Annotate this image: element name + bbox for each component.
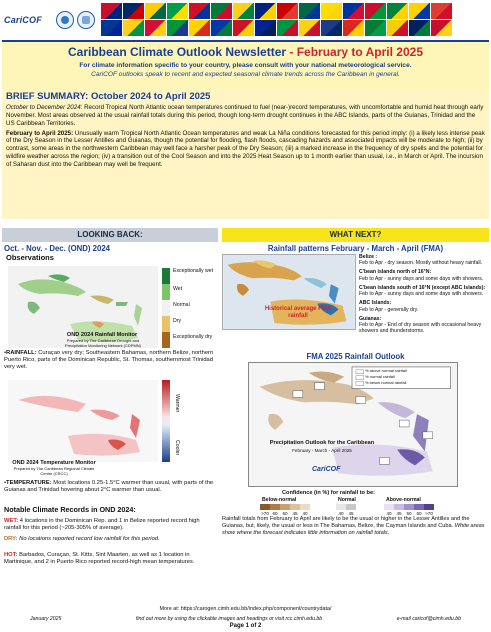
country-flag[interactable] <box>211 20 232 36</box>
record-hot <box>4 552 216 566</box>
conf-swatch <box>384 504 394 510</box>
conf-swatch <box>346 504 356 510</box>
conf-val: 40 <box>386 511 392 516</box>
wmo-logo-icon[interactable] <box>77 11 95 29</box>
region-name: C'bean islands north of 16°N: <box>359 269 432 276</box>
region-name: Belize : <box>359 254 378 260</box>
looking-back-section <box>2 244 218 614</box>
conf-col-below: Below-normal <box>262 497 297 503</box>
conf-val: 40 <box>302 511 308 516</box>
region-name: ABC Islands: <box>359 300 392 307</box>
country-flag[interactable] <box>277 20 298 36</box>
legend-normal: Normal <box>173 302 190 308</box>
rainfall-lead: RAINFALL: <box>6 350 37 356</box>
brief-fma-paragraph <box>6 130 485 169</box>
rainfall-patterns-title[interactable]: Rainfall patterns February - March - April (FMA) <box>267 244 444 253</box>
conf-col-normal: Normal <box>338 497 356 503</box>
country-flag[interactable] <box>233 3 254 19</box>
precip-outlook-period: February - March - April 2025 <box>292 448 352 453</box>
country-flag[interactable] <box>123 20 144 36</box>
country-flag[interactable] <box>211 3 232 19</box>
country-flag[interactable] <box>321 20 342 36</box>
conf-swatch <box>260 504 270 510</box>
conf-col-above: Above-normal <box>386 497 421 503</box>
country-flag[interactable] <box>343 20 364 36</box>
conf-val: 45 <box>292 511 298 516</box>
region-entry <box>359 285 489 297</box>
conf-swatch <box>414 504 424 510</box>
country-flag[interactable] <box>431 20 452 36</box>
country-flag[interactable] <box>189 20 210 36</box>
region-name: Guianas: <box>359 315 382 322</box>
temperature-observation-note: •TEMPERATURE: Most locations 0.25-1.5°C warmer than usual, with parts of the Guianas and Trinidad hovering about 2°C warmer than usual. <box>4 480 214 494</box>
brief-ond-text: Record Tropical North Atlantic ocean temperatures continued to fuel (near-)record temperatures, with uncomfortable and humid heat through early November. Most areas observed at the usual rainfall totals during this period, though long-term drought continues in the ABC Islands, parts of the Guianas, Trinidad and the US Caribbean Territories. <box>6 104 484 127</box>
rainfall-observation-note: •RAINFALL: Curaçao very dry; Southeastern Bahamas, northern Belize, northern Puerto Rico, parts of the Dominican Republic, St. Thomas, southernmost Trinidad very wet. <box>4 350 214 371</box>
region-entry <box>359 316 489 335</box>
fma-2025-outlook <box>222 352 489 514</box>
wet-lead: WET: <box>4 518 19 524</box>
map-legend-normal: % normal rainfall <box>365 374 395 379</box>
title-period: - February to April 2025 <box>286 45 423 59</box>
header <box>0 0 491 40</box>
record-dry <box>4 536 216 543</box>
map-legend-below: % below normal rainfall <box>365 380 407 385</box>
rainfall-monitor-credit: Prepared by The Caribbean Drought and Precipitation Monitoring Network (CDPMN) <box>64 338 142 348</box>
country-flag[interactable] <box>321 3 342 19</box>
dry-text: No locations reported record low rainfall for this period. <box>17 536 160 542</box>
dry-lead: DRY: <box>4 536 18 542</box>
country-flag[interactable] <box>343 3 364 19</box>
confidence-heading: Confidence (in %) for rainfall to be: <box>282 490 375 496</box>
ond-title[interactable]: Oct. - Nov. - Dec. (OND) 2024 <box>4 244 111 253</box>
conf-val: >70 <box>261 511 269 516</box>
country-flag[interactable] <box>101 20 122 36</box>
record-wet <box>4 518 216 532</box>
historical-average-label: Historical average FMA rainfall <box>264 306 332 320</box>
conf-swatch <box>290 504 300 510</box>
temperature-text: Most locations 0.25-1.5°C warmer than usual, with parts of the Guianas and Trinidad hovering about 2°C warmer than usual. <box>4 480 214 494</box>
conf-val: 45 <box>348 511 354 516</box>
conf-swatch <box>394 504 404 510</box>
newsletter-title <box>2 45 489 59</box>
legend-exceptionally-wet: Exceptionally wet <box>173 268 214 274</box>
country-flag[interactable] <box>365 20 386 36</box>
legend-warmer: Warmer <box>174 394 180 413</box>
country-flag[interactable] <box>123 3 144 19</box>
title-main: Caribbean Climate Outlook Newsletter <box>68 45 287 59</box>
wet-text: 4 locations in the Dominican Rep. and 1 in Belize reported record high rainfall for this period (~205-305% of average). <box>4 518 200 532</box>
country-flag[interactable] <box>387 3 408 19</box>
legend-wet: Wet <box>173 286 183 292</box>
country-flag[interactable] <box>255 3 276 19</box>
region-text: Feb to Apr - generally dry. <box>359 306 419 313</box>
conf-swatch <box>280 504 290 510</box>
region-entry <box>359 269 489 281</box>
region-name: C'bean islands south of 16°N (except ABC Islands): <box>359 284 486 291</box>
conf-val: 50 <box>282 511 288 516</box>
country-flag[interactable] <box>233 20 254 36</box>
page-number: Page 1 of 2 <box>229 623 262 629</box>
looking-back-heading: LOOKING BACK: <box>2 228 218 242</box>
brief-heading: BRIEF SUMMARY: October 2024 to April 2025 <box>6 91 211 102</box>
what-next-heading: WHAT NEXT? <box>222 228 489 242</box>
country-flag[interactable] <box>255 20 276 36</box>
region-text: Feb to Apr - sunny days and some days with showers. <box>359 291 484 298</box>
map-legend <box>365 368 455 386</box>
noaa-logo-icon[interactable] <box>56 11 74 29</box>
country-flag[interactable] <box>167 20 188 36</box>
map-legend-above: % above normal rainfall <box>365 368 407 373</box>
temperature-legend-bar <box>162 380 170 462</box>
country-flag[interactable] <box>145 3 166 19</box>
hot-text: Barbados, Curaçao, St. Kitts, Sint Maarten, as well as 1 location in Martinique, and 2 in Puerto Rico reported record-high mean temperatures. <box>4 552 195 566</box>
temperature-monitor-credit: Prepared by The Caribbean Regional Climate Centre (CRCC) <box>13 466 95 476</box>
legend-cooler: Cooler <box>174 440 180 456</box>
brief-summary <box>2 89 489 219</box>
fma-2025-title[interactable]: FMA 2025 Rainfall Outlook <box>306 352 405 361</box>
country-flag[interactable] <box>365 3 386 19</box>
conf-val: >70 <box>425 511 433 516</box>
region-entry <box>359 300 489 312</box>
legend-dry: Dry <box>173 318 182 324</box>
conf-swatch <box>336 504 346 510</box>
more-info-link[interactable]: More at: https://carogen.cimh.edu.bb/index.php/component/countrydata/ <box>159 606 332 612</box>
conf-val: 60 <box>272 511 278 516</box>
region-text: Feb to Apr - dry season. Mostly without heavy rainfall. <box>359 260 483 267</box>
conf-swatch <box>424 504 434 510</box>
logo-text: CariCOF <box>4 14 42 25</box>
conf-val: 50 <box>406 511 412 516</box>
country-flag[interactable] <box>189 3 210 19</box>
country-flag[interactable] <box>409 3 430 19</box>
subtitle-consult: For climate information specific to your country, please consult with your national meteorological service. <box>79 62 412 70</box>
footer-date: January 2025 <box>30 615 62 622</box>
country-flag[interactable] <box>277 3 298 19</box>
agency-logos <box>56 11 95 29</box>
country-flag[interactable] <box>299 20 320 36</box>
brief-ond-paragraph <box>6 104 485 127</box>
temperature-monitor-map[interactable] <box>8 380 158 462</box>
rainfall-text: Curaçao very dry; Southeastern Bahamas, northern Belize, northern Puerto Rico, parts of the Dominican Republic, St. Thomas, southernmost Trinidad very wet. <box>4 350 214 371</box>
caricof-logo[interactable] <box>4 6 52 34</box>
brief-fma-text: Unusually warm Tropical North Atlantic Ocean temperatures and weak La Niña conditions forecasted for this period imply: (i) a likely less intense peak of the Dry Season in the Lesser Antilles and Guianas, though the potential for flooding, flash floods, cascading hazards and associated impacts will be moderate to high; (ii) by contrast, some areas in the northwestern Caribbean may well face a harsher peak of the Dry Season; (iii) a marked increase in the frequency of dry spells and the potential for wildfire weather across the region; (iv) a transition out of the Cool Season and into the 2025 Heat Season up to 1 month earlier than usual, i.e., in March or April. The incursion of Saharan dust into the Caribbean may well be frequent. <box>6 129 485 168</box>
country-flag[interactable] <box>387 20 408 36</box>
legend-exceptionally-dry: Exceptionally dry <box>173 334 213 340</box>
conf-val: 60 <box>416 511 422 516</box>
conf-swatch <box>404 504 414 510</box>
region-entry <box>359 254 489 266</box>
region-text: Feb to Apr - sunny days and some days with showers. <box>359 275 484 282</box>
country-flag[interactable] <box>299 3 320 19</box>
country-flag[interactable] <box>409 20 430 36</box>
map-caricof-logo: CariCOF <box>312 466 341 473</box>
fma-note-text: Rainfall totals from February to April are likely to be the usual or higher in the Lesser Antilles and the Guianas, but, likely, the usual or less in The Bahamas, Belize, the Cayman Islands and Cuba. <box>222 516 470 529</box>
region-text: Feb to Apr - End of dry season with occasional heavy showers and thunderstorms. <box>359 322 482 335</box>
title-banner <box>2 40 489 89</box>
records-heading: Notable Climate Records in OND 2024: <box>4 505 136 514</box>
subtitle-outlooks: CariCOF outlooks speak to recent and expected seasonal climate trends across the Caribbean in general. <box>91 71 400 79</box>
conf-swatches-normal <box>336 504 356 510</box>
brief-ond-lead: October to December 2024: <box>6 104 83 112</box>
regional-outlook-list <box>359 254 489 338</box>
country-flag[interactable] <box>167 3 188 19</box>
conf-swatches-above <box>384 504 434 510</box>
brief-fma-lead: February to April 2025: <box>6 129 74 137</box>
conf-swatch <box>300 504 310 510</box>
country-flags <box>101 3 463 37</box>
temperature-monitor-caption: OND 2024 Temperature Monitor <box>12 460 96 466</box>
temperature-lead: TEMPERATURE: <box>6 480 52 486</box>
footer-find-more[interactable]: find out more by using the clickable images and headings or visit rcc.cimh.edu.bb <box>135 615 323 622</box>
footer-email[interactable]: e-mail caricof@cimh.edu.bb <box>396 615 461 622</box>
what-next-section <box>222 244 489 614</box>
conf-val: 45 <box>396 511 402 516</box>
country-flag[interactable] <box>145 20 166 36</box>
hot-lead: HOT: <box>4 552 18 558</box>
conf-val: 40 <box>338 511 344 516</box>
precip-outlook-title: Precipitation Outlook for the Caribbean <box>269 440 375 446</box>
fma-outlook-note <box>222 516 489 537</box>
observations-label: Observations <box>6 253 54 263</box>
conf-swatch <box>270 504 280 510</box>
country-flag[interactable] <box>431 3 452 19</box>
rainfall-monitor-caption: OND 2024 Rainfall Monitor <box>66 332 138 338</box>
rainfall-legend-bar <box>162 268 170 348</box>
conf-swatches-below <box>260 504 310 510</box>
country-flag[interactable] <box>101 3 122 19</box>
fma-note-italic: White areas show where the forecast indicates little information on rainfall totals. <box>222 522 485 536</box>
